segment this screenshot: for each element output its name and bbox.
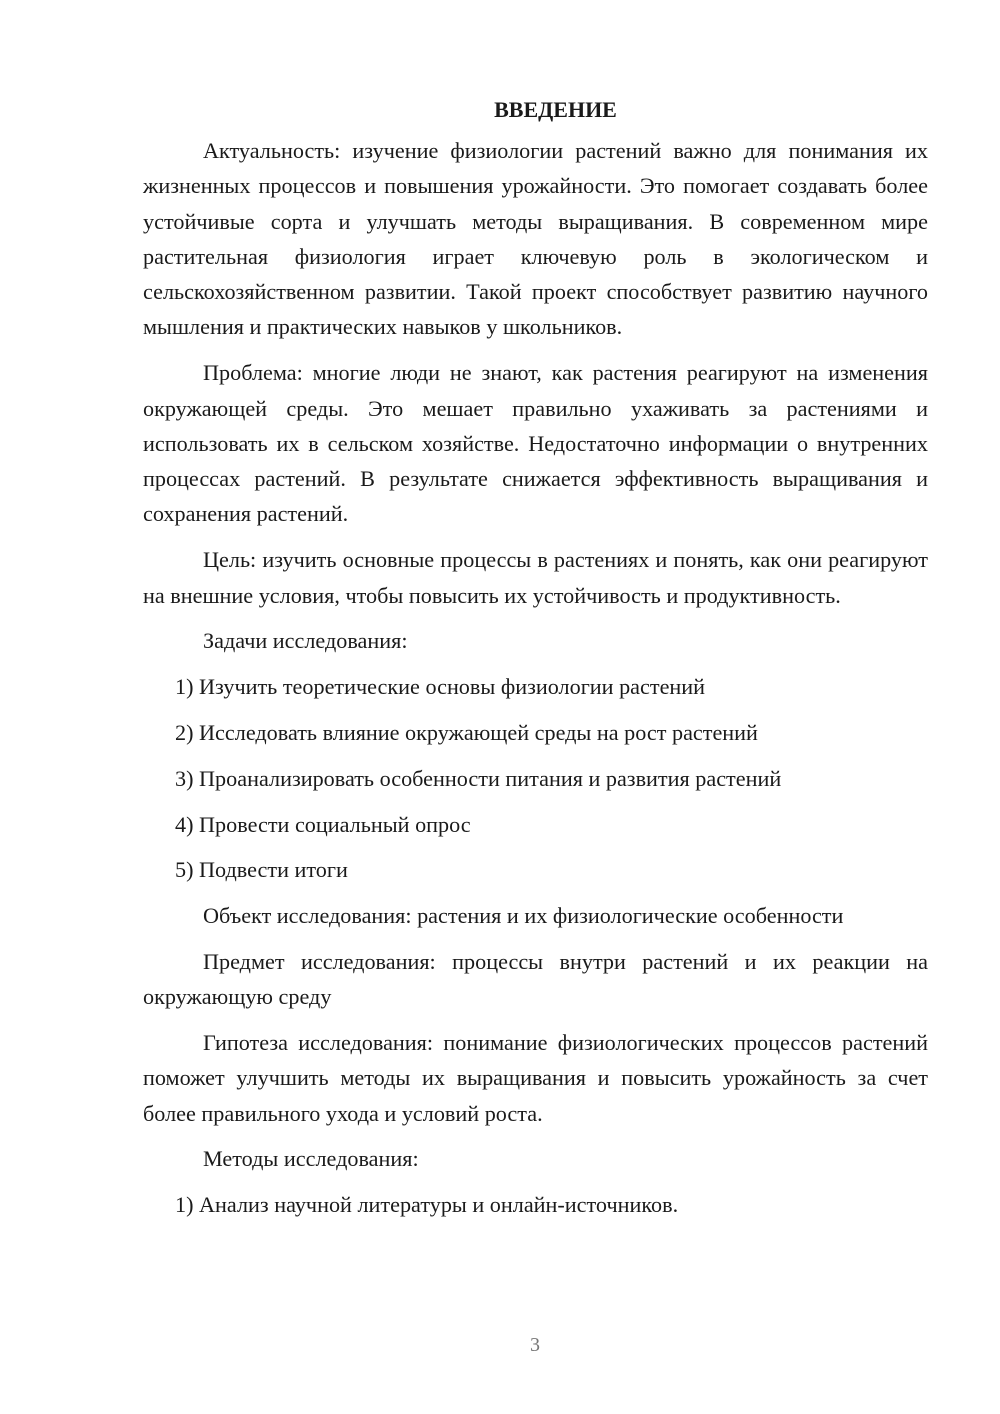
method-item: 1) Анализ научной литературы и онлайн-источников. [175, 1192, 679, 1218]
object-line: Объект исследования: растения и их физиологические особенности [203, 903, 844, 929]
tasks-heading: Задачи исследования: [203, 628, 408, 654]
goal-paragraph: Цель: изучить основные процессы в растениях и понять, как они реагируют на внешние условия, чтобы повысить их устойчивость и продуктивность. [143, 547, 928, 608]
relevance-paragraph: Актуальность: изучение физиологии растений важно для понимания их жизненных процессов и повышения урожайности. Это помогает создавать более устойчивые сорта и улучшать методы выращивания. В современном мире растительная физиология играет ключевую роль в экологическом и сельскохозяйственном развитии. Такой проект способствует развитию научного мышления и практических навыков у школьников. [143, 138, 928, 340]
subject-paragraph: Предмет исследования: процессы внутри растений и их реакции на окружающую среду [143, 948, 928, 1010]
task-item: 5) Подвести итоги [175, 857, 348, 883]
task-item: 3) Проанализировать особенности питания и развития растений [175, 765, 782, 791]
section-title: ВВЕДЕНИЕ [494, 97, 617, 122]
problem-paragraph: Проблема: многие люди не знают, как растения реагируют на изменения окружающей среды. Это мешает правильно ухаживать за растениями и использовать их в сельском хозяйстве. Недостаточно информации о внутренних процессах растений. В результате снижается эффективность выращивания и сохранения растений. [143, 360, 928, 527]
page-content [143, 92, 928, 1233]
hypothesis-paragraph: Гипотеза исследования: понимание физиологических процессов растений поможет улучшить методы их выращивания и повысить урожайность за счет более правильного ухода и условий роста. [143, 1030, 928, 1126]
task-item: 2) Исследовать влияние окружающей среды на рост растений [175, 719, 758, 745]
task-item: 1) Изучить теоретические основы физиологии растений [175, 674, 706, 700]
task-item: 4) Провести социальный опрос [175, 811, 471, 837]
methods-heading: Методы исследования: [203, 1146, 419, 1172]
page-number: 3 [530, 1334, 540, 1356]
